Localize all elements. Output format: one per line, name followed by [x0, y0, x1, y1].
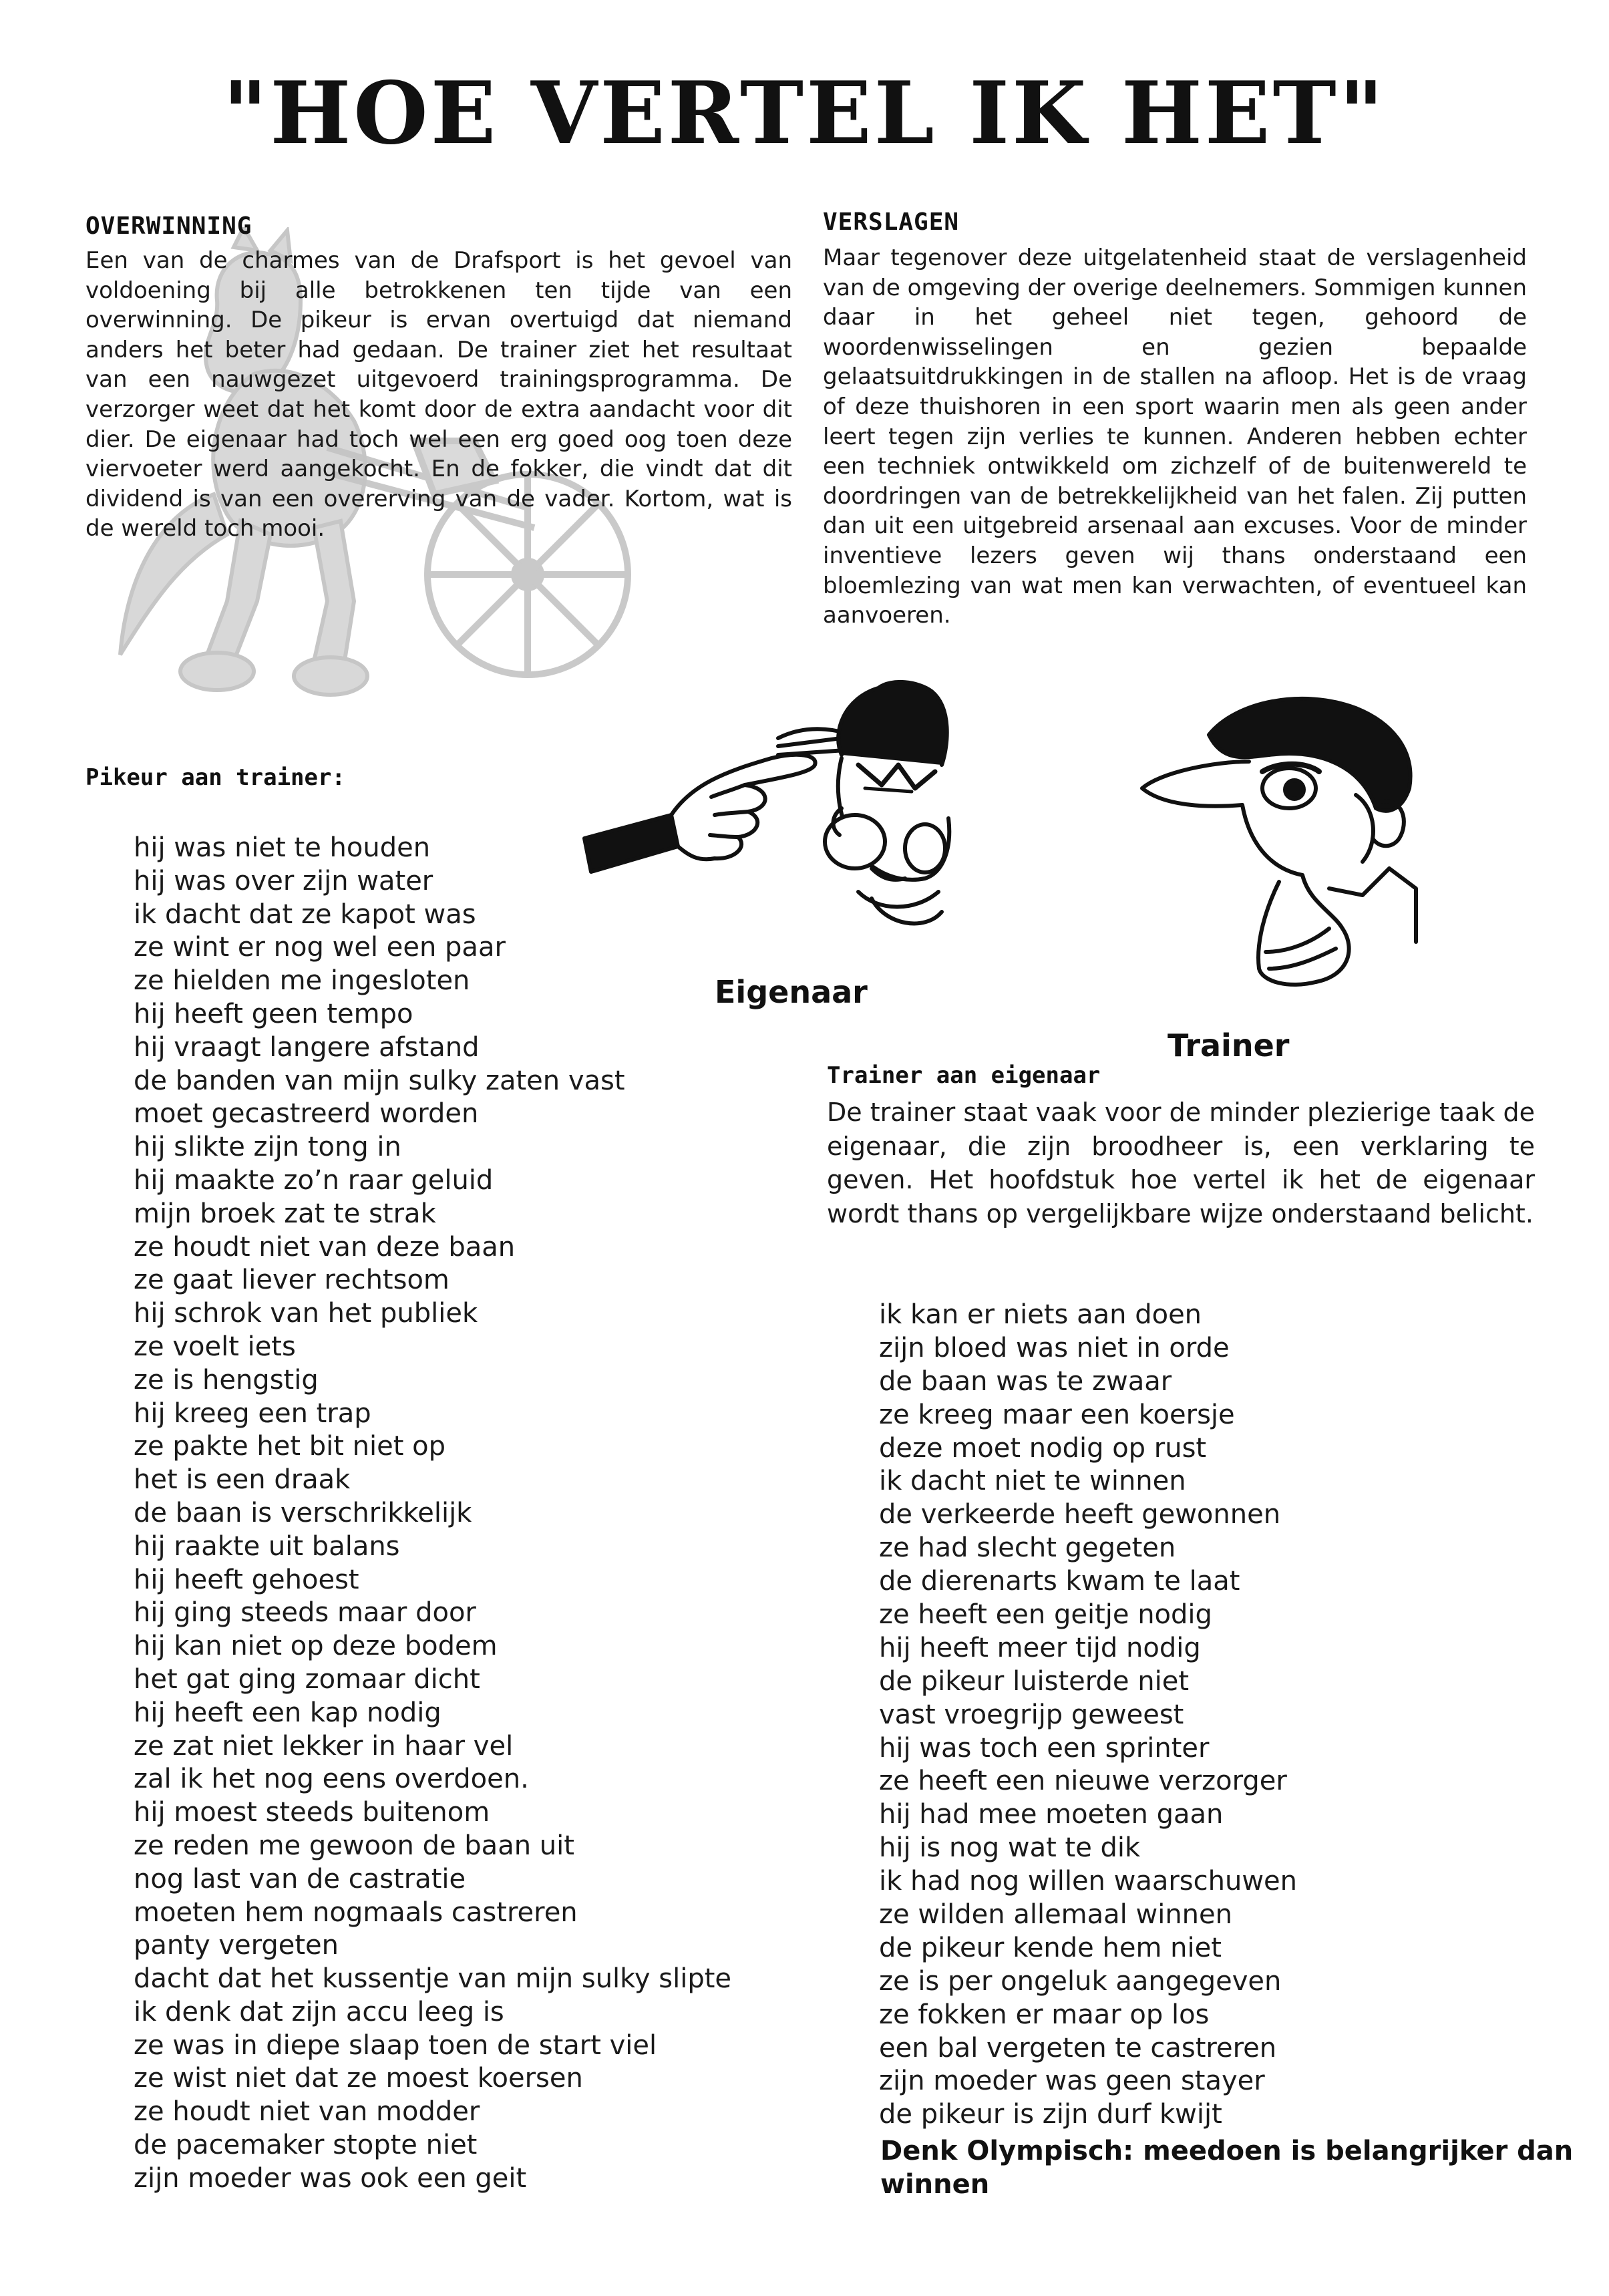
right-intro-text: Maar tegenover deze uitgelatenheid staat de verslagenheid van de omgeving der overige deelnemers. Sommigen kunnen daar in het geheel niet tegen, gehoord de woordenwisselingen en gezien bepaalde gelaatsuitdrukkingen in de stallen na afloop. Het is de vraag of deze thuishoren in een sport waarin men als geen ander leert tegen zijn verlies te kunnen. Anderen hebben echter een techniek ontwikkeld om zichzelf of de buitenwereld te doordringen van de betrekkelijkheid van het falen. Zij putten dan uit een uitgebreid arsenaal aan excuses. Voor de minder inventieve lezers geven wij thans onderstaand een bloemlezing van wat men kan verwachten, of eventueel kan aanvoeren. [823, 244, 1527, 629]
list-item: ze hielden me ingesloten [134, 965, 470, 997]
page-title: "HOE VERTEL IK HET" [222, 63, 1387, 164]
list-item: de baan was te zwaar [879, 1365, 1172, 1397]
pikeur-heading: Pikeur aan trainer: [85, 764, 345, 791]
list-item: hij heeft gehoest [134, 1564, 359, 1595]
left-heading: OVERWINNING [85, 212, 252, 240]
list-item: ze gaat liever rechtsom [134, 1265, 450, 1296]
trainer-cartoon [1135, 688, 1443, 1002]
list-item: zijn bloed was niet in orde [879, 1332, 1230, 1363]
list-item: ze wist niet dat ze moest koersen [134, 2063, 583, 2094]
list-item: ze kreeg maar een koersje [879, 1399, 1235, 1430]
list-item: hij is nog wat te dik [879, 1832, 1141, 1864]
list-item: de verkeerde heeft gewonnen [879, 1499, 1281, 1530]
list-item: de pikeur is zijn durf kwijt [879, 2099, 1222, 2130]
trainer-heading: Trainer aan eigenaar [827, 1062, 1101, 1089]
list-item: moet gecastreerd worden [134, 1098, 479, 1130]
list-item: vast vroegrijp geweest [879, 1699, 1184, 1730]
list-item: hij heeft meer tijd nodig [879, 1632, 1201, 1663]
list-item: zijn moeder was ook een geit [134, 2162, 527, 2194]
list-item: ze fokken er maar op los [879, 1999, 1210, 2030]
list-item: hij slikte zijn tong in [134, 1132, 401, 1163]
list-item: de baan is verschrikkelijk [134, 1497, 472, 1528]
list-item: hij vraagt langere afstand [134, 1031, 480, 1063]
list-item: hij had mee moeten gaan [879, 1799, 1224, 1830]
right-heading: VERSLAGEN [823, 208, 960, 236]
list-item: ik denk dat zijn accu leeg is [134, 1996, 504, 2027]
list-item: dacht dat het kussentje van mijn sulky slipte [134, 1963, 732, 1995]
list-item: hij was over zijn water [134, 865, 433, 896]
list-item: ik dacht niet te winnen [879, 1466, 1186, 1497]
list-item: ze wilden allemaal winnen [879, 1899, 1232, 1931]
list-item: hij ging steeds maar door [134, 1597, 476, 1629]
list-item: ik kan er niets aan doen [879, 1299, 1202, 1330]
left-intro-text: Een van de charmes van de Drafsport is het gevoel van voldoening bij alle betrokkenen ten tijde van een overwinning. De pikeur is ervan overtuigd dat niemand anders het beter had gedaan. De trainer ziet het resultaat van een nauwgezet uitgevoerd trainingsprogramma. De verzorger weet dat het komt door de extra aandacht voor dit dier. De eigenaar had toch wel een erg goed oog toen deze viervoeter werd aangekocht. En de fokker, die vindt dat dit dividend is van een overerving van de vader. Kortom, wat is de wereld toch mooi. [85, 247, 792, 542]
list-item: ze had slecht gegeten [879, 1532, 1176, 1564]
list-item: de pikeur kende hem niet [879, 1932, 1222, 1963]
list-item: hij kan niet op deze bodem [134, 1631, 498, 1662]
list-item: de pikeur luisterde niet [879, 1665, 1190, 1697]
list-item: ze is hengstig [134, 1364, 319, 1396]
owner-caption: Eigenaar [715, 974, 868, 1010]
list-item: ze heeft een nieuwe verzorger [879, 1766, 1287, 1797]
list-item: een bal vergeten te castreren [879, 2032, 1277, 2064]
list-item: ze houdt niet van modder [134, 2096, 480, 2128]
list-item: hij maakte zo’n raar geluid [134, 1164, 494, 1196]
list-item: de banden van mijn sulky zaten vast [134, 1065, 625, 1096]
closing-statement: Denk Olympisch: meedoen is belangrijker dan winnen [880, 2136, 1574, 2200]
list-item: ze voelt iets [134, 1331, 296, 1362]
list-item: ze reden me gewoon de baan uit [134, 1830, 574, 1861]
list-item: hij heeft een kap nodig [134, 1697, 441, 1728]
list-item: panty vergeten [134, 1930, 339, 1961]
pikeur-excuse-list [134, 832, 731, 2196]
list-item: hij kreeg een trap [134, 1398, 371, 1429]
trainer-excuse-list [879, 1299, 1297, 2132]
list-item: ze houdt niet van deze baan [134, 1231, 516, 1263]
list-item: de dierenarts kwam te laat [879, 1566, 1240, 1597]
list-item: het is een draak [134, 1464, 351, 1496]
list-item: hij raakte uit balans [134, 1530, 400, 1562]
list-item: ze pakte het bit niet op [134, 1431, 445, 1462]
list-item: ze zat niet lekker in haar vel [134, 1730, 514, 1762]
list-item: moeten hem nogmaals castreren [134, 1897, 578, 1928]
list-item: ze is per ongeluk aangegeven [879, 1965, 1282, 1997]
list-item: hij heeft geen tempo [134, 998, 413, 1029]
list-item: het gat ging zomaar dicht [134, 1663, 480, 1695]
list-item: ze was in diepe slaap toen de start viel [134, 2029, 657, 2061]
list-item: de pacemaker stopte niet [134, 2130, 478, 2161]
trainer-caption: Trainer [1168, 1027, 1290, 1063]
list-item: hij was toch een sprinter [879, 1732, 1210, 1764]
list-item: ik dacht dat ze kapot was [134, 898, 476, 930]
list-item: zal ik het nog eens overdoen. [134, 1764, 529, 1795]
list-item: nog last van de castratie [134, 1863, 466, 1895]
list-item: hij was niet te houden [134, 832, 431, 863]
list-item: hij schrok van het publiek [134, 1298, 478, 1329]
list-item: zijn moeder was geen stayer [879, 2066, 1265, 2097]
trainer-intro-text: De trainer staat vaak voor de minder plezierige taak de eigenaar, die zijn broodheer is, een verklaring te geven. Het hoofdstuk hoe vertel ik het de eigenaar wordt thans op vergelijkbare wijze onderstaand belicht. [827, 1098, 1535, 1228]
list-item: hij moest steeds buitenom [134, 1797, 490, 1828]
list-item: ik had nog willen waarschuwen [879, 1866, 1298, 1897]
list-item: ze heeft een geitje nodig [879, 1599, 1212, 1631]
list-item: mijn broek zat te strak [134, 1198, 436, 1229]
list-item: ze wint er nog wel een paar [134, 932, 506, 963]
list-item: deze moet nodig op rust [879, 1432, 1207, 1464]
